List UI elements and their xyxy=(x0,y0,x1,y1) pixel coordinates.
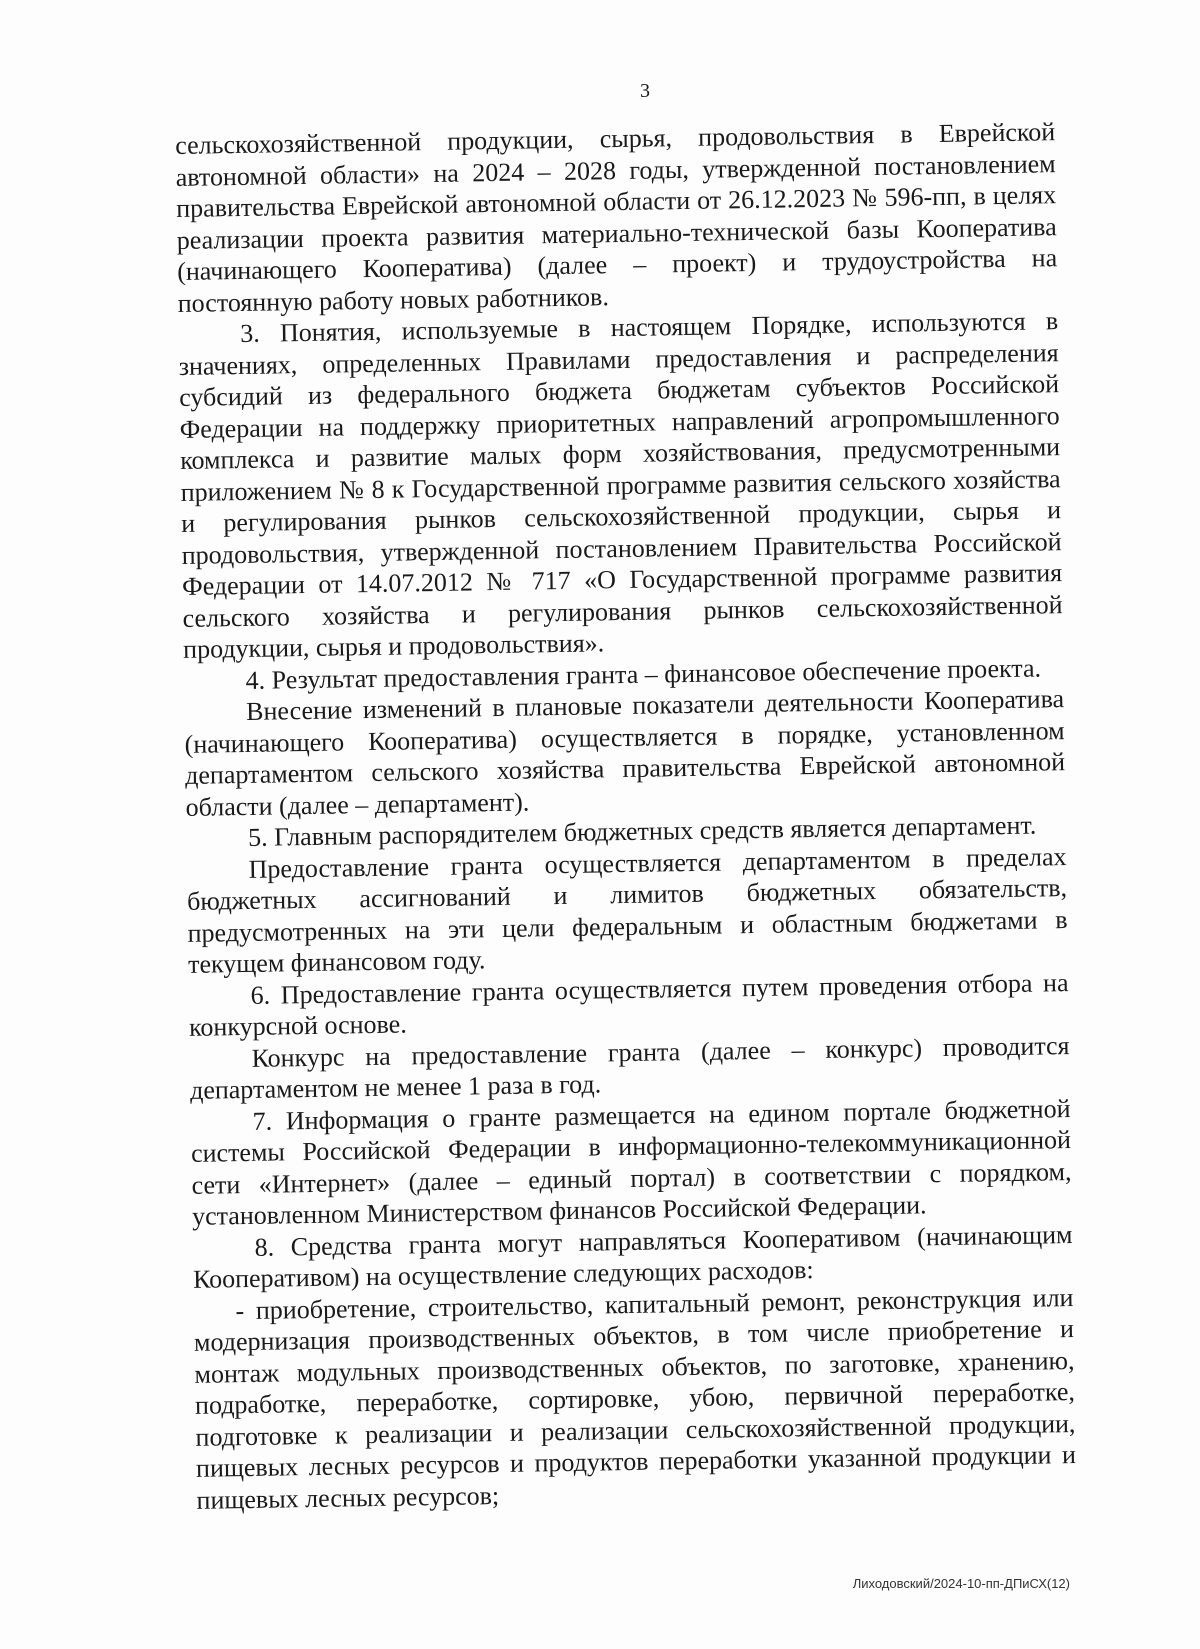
paragraph-item-3: 3. Понятия, используемые в настоящем Порядке, используются в значениях, определенных Правилами предоставления и распределения субсидий из федерального бюджета бюджетам субъектов Российской Федерации на поддержку приоритетных направлений агропромышленного комплекса и развитие малых форм хозяйствования, предусмотренными приложением № 8 к Государственной программе развития сельского хозяйства и регулирования рынков сельскохозяйственной продукции, сырья и продовольствия, утвержденной постановлением Правительства Российской Федерации от 14.07.2012 № 717 «О Государственной программе развития сельского хозяйства и регулирования рынков сельскохозяйственной продукции, сырья и продовольствия». xyxy=(178,306,1063,664)
paragraph-plan-changes: Внесение изменений в плановые показатели деятельности Кооператива (начинающего Кооператива) осуществляется в порядке, установленном департаментом сельского хозяйства правительства Еврейской автономной области (далее – департамент). xyxy=(184,684,1066,822)
list-item-expense: - приобретение, строительство, капитальный ремонт, реконструкция или модернизация производственных объектов, в том числе приобретение и монтаж модульных производственных объектов, по заготовке, хранению, подработке, переработке, сортировке, убою, первичной переработке, подготовке к реализации и реализации сельскохозяйственной продукции, пищевых лесных ресурсов и продуктов переработки указанной продукции и пищевых лесных ресурсов; xyxy=(193,1282,1077,1515)
paragraph-item-8: 8. Средства гранта могут направляться Кооперативом (начинающим Кооперативом) на осуществление следующих расходов: xyxy=(192,1219,1073,1294)
document-body xyxy=(175,116,1077,1516)
paragraph-item-6: 6. Предоставление гранта осуществляется путем проведения отбора на конкурсной основе. xyxy=(188,967,1069,1042)
paragraph-item-7: 7. Информация о гранте размещается на едином портале бюджетной системы Российской Федерации в информационно-телекоммуникационной сети «Интернет» (далее – единый портал) в соответствии с порядком, установленном Министерством финансов Российской Федерации. xyxy=(190,1093,1072,1231)
paragraph-item-5: 5. Главным распорядителем бюджетных средств является департамент. xyxy=(247,810,1037,852)
paragraph-contest: Конкурс на предоставление гранта (далее – конкурс) проводится департаментом не менее 1 раза в год. xyxy=(189,1030,1070,1105)
document-footer-code: Лиходовский/2024-10-пп-ДПиСХ(12) xyxy=(852,1576,1070,1591)
paragraph-grant-provision: Предоставление гранта осуществляется департаментом в пределах бюджетных ассигнований и лимитов бюджетных обязательств, предусмотренных на эти цели федеральным и областным бюджетами в текущем финансовом году. xyxy=(186,841,1068,979)
page-number: 3 xyxy=(640,80,650,102)
paragraph-continuation: сельскохозяйственной продукции, сырья, продовольствия в Еврейской автономной области» на 2024 – 2028 годы, утвержденной постановлением правительства Еврейской автономной области от 26.12.2023 № 596-пп, в целях реализации проекта развития материально-технической базы Кооператива (начинающего Кооператива) (далее – проект) и трудоустройства на постоянную работу новых работников. xyxy=(175,117,1058,318)
paragraph-item-4: 4. Результат предоставления гранта – финансовое обеспечение проекта. xyxy=(245,652,1042,695)
